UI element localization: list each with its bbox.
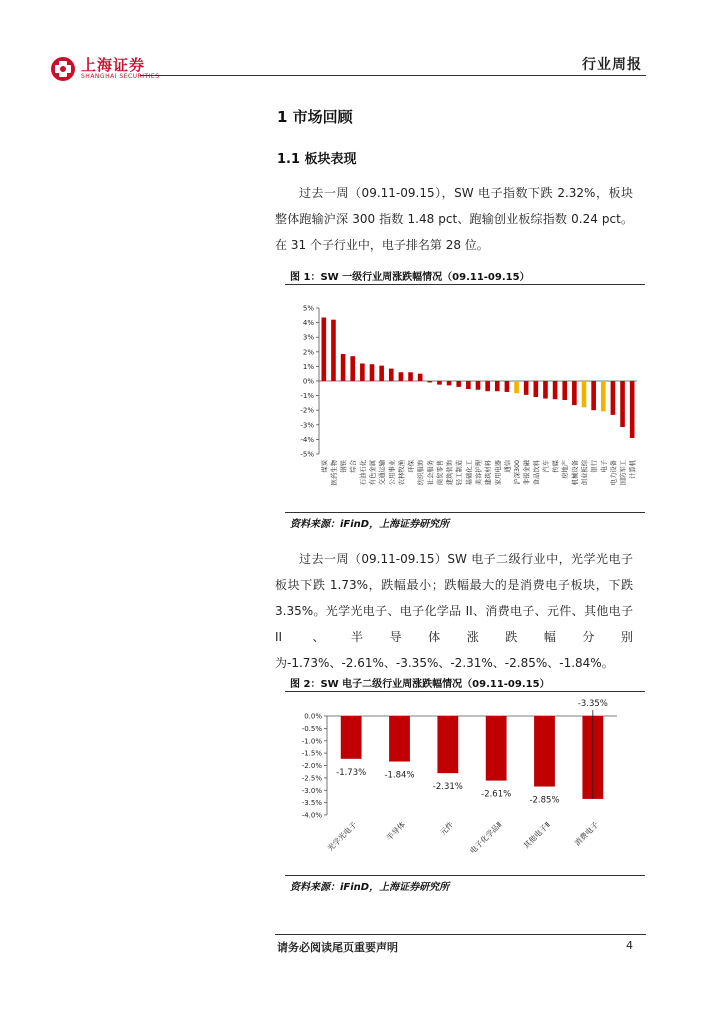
c1-category-label: 钢铁 [340,460,348,473]
c1-bar [456,381,461,387]
figure-2-chart [285,693,645,873]
c1-bar [514,381,519,393]
c1-y-tick-label: -1% [300,392,314,401]
logo-emblem-icon [50,56,76,82]
figure-1-chart [285,296,645,508]
paragraph-2-text: 过去一周（09.11-09.15）SW 电子二级行业中，光学光电子板块下跌 1.73%，跌幅最小；跌幅最大的是消费电子板块，下跌 3.35%。光学光电子、电子化学品 II、消费电子、元件、其他电子 II 、半导体涨跌幅分别为-1.73%、-2.61%、-3.35%、-2.31%、-2.85%、-1.84%。 [275,552,633,670]
c1-category-label: 机械设备 [571,460,579,486]
c1-category-label: 农林牧渔 [398,460,406,486]
c2-category-label: 其他电子Ⅱ [521,820,552,851]
c1-y-tick-label: 1% [302,362,314,371]
report-type: 行业周报 [582,57,642,73]
c1-category-label: 食品饮料 [533,460,541,486]
c1-category-label: 非银金融 [523,460,531,486]
paragraph-1-text: 过去一周（09.11-09.15），SW 电子指数下跌 2.32%，板块整体跑输沪深 300 指数 1.48 pct、跑输创业板综指数 0.24 pct。在 31 个子行业中，电子排名第 28 位。 [275,186,633,252]
c1-y-tick-label: 5% [302,304,314,313]
c2-data-label: -2.61% [481,789,512,800]
figure-1-source: 资料来源：iFinD，上海证券研究所 [290,519,450,530]
c1-category-label: 银行 [591,460,599,473]
header-divider [140,75,646,76]
c1-bar [553,381,558,399]
c1-bar [428,381,433,382]
disclaimer-note: 请务必阅读尾页重要声明 [277,941,398,954]
c1-bar [331,320,336,381]
c1-bar [601,381,606,411]
figure-2-bottom-rule [285,875,645,876]
c2-y-tick-label: -4.0% [301,811,322,820]
c1-category-label: 房地产 [562,460,570,479]
logo-name: 上海证券 [81,56,146,74]
figure-2-title: 图 2：SW 电子二级行业周涨跌幅情况（09.11-09.15） [290,679,550,690]
c1-category-label: 传媒 [552,460,560,473]
c1-bar [620,381,625,427]
c2-y-tick-label: -2.0% [301,762,322,770]
subsection-heading: 1.1 板块表现 [277,152,357,167]
c1-bar [524,381,529,395]
c1-category-label: 医药生物 [330,460,338,486]
c2-y-tick-label: -0.5% [301,724,322,733]
c2-y-tick-label: -3.5% [301,799,322,808]
c2-bar [341,716,362,759]
brand-logo [50,56,160,82]
c1-y-tick-label: 4% [302,319,314,328]
c1-y-tick-label: -2% [300,406,314,415]
c1-category-label: 环保 [408,460,416,473]
c2-y-tick-label: 0.0% [304,712,322,721]
c1-y-tick-label: 0% [302,377,314,386]
c1-category-label: 建筑装饰 [446,460,454,486]
c1-category-label: 煤炭 [321,460,329,473]
c1-bar [322,317,327,381]
c1-y-tick-label: 2% [302,348,314,357]
c2-category-label: 半导体 [384,820,407,843]
c2-y-tick-label: -1.5% [301,749,322,758]
c1-bar [582,381,587,407]
c2-data-label: -1.84% [384,770,415,781]
c1-category-label: 创业板综 [581,460,589,486]
c1-bar [341,354,346,381]
c2-y-tick-label: -1.0% [301,737,322,746]
figure-1-title: 图 1：SW 一级行业周涨跌幅情况（09.11-09.15） [290,272,530,283]
c1-bar [505,381,510,392]
c1-bar [437,381,442,385]
c1-category-label: 轻工制造 [456,460,464,486]
page-number: 4 [626,939,633,952]
c1-y-tick-label: -3% [300,421,314,430]
c1-bar [408,372,413,381]
c1-y-tick-label: 3% [302,333,314,342]
c1-bar [534,381,539,397]
figure-1-top-rule [285,284,645,285]
c2-category-label: 元件 [438,820,456,838]
c2-category-label: 电子化学品Ⅱ [468,820,504,856]
c1-bar [572,381,577,405]
c1-bar [485,381,490,391]
figure-2-top-rule [285,691,645,692]
c2-bar [534,716,555,787]
c1-bar [466,381,471,389]
c1-bar [360,363,365,381]
c1-bar [630,381,635,438]
c1-bar [350,356,355,381]
c1-bar [476,381,481,390]
c1-y-tick-label: -4% [300,435,314,444]
c1-bar [562,381,567,400]
c1-category-label: 纺织服饰 [417,460,425,486]
c1-bar [591,381,596,410]
paragraph-1 [275,180,633,258]
c1-bar [543,381,548,399]
c1-category-label: 基础化工 [465,460,473,486]
c1-category-label: 社会服务 [427,460,435,486]
c1-category-label: 综合 [350,460,358,473]
section-heading: 1 市场回顾 [277,108,353,126]
c1-category-label: 公用事业 [388,460,396,486]
c1-category-label: 交通运输 [379,460,387,486]
c1-bar [447,381,452,385]
c1-category-label: 商贸零售 [436,460,444,486]
paragraph-2 [275,546,633,676]
c1-bar [495,381,500,391]
footer-divider [275,934,646,935]
c1-category-label: 建筑材料 [485,460,493,486]
c1-category-label: 电力设备 [610,460,618,486]
c1-category-label: 计算机 [629,460,637,479]
c1-y-tick-label: -5% [300,450,314,459]
figure-2-source: 资料来源：iFinD，上海证券研究所 [290,882,450,893]
c1-bar [379,366,384,381]
c1-bar [399,372,404,381]
c2-bar [486,716,507,781]
c1-category-label: 电子 [600,460,608,473]
c2-data-label: -3.35% [577,699,608,709]
c2-bar [389,716,410,762]
c1-category-label: 通信 [504,460,512,473]
c1-bar [370,364,375,381]
c1-category-label: 沪深300 [514,460,522,485]
c2-y-tick-label: -3.0% [301,786,322,795]
figure-1-bottom-rule [285,512,645,513]
c2-category-label: 光学光电子 [325,820,359,853]
c1-category-label: 家用电器 [494,460,502,486]
c2-data-label: -1.73% [336,767,367,778]
c1-bar [611,381,616,415]
logo-english-name: SHANGHAI SECURITIES [81,73,160,80]
c1-category-label: 美容护理 [475,460,483,486]
c1-category-label: 国防军工 [620,460,628,486]
c2-data-label: -2.85% [529,795,560,806]
c1-category-label: 汽车 [542,460,550,473]
c1-category-label: 石油石化 [359,460,367,486]
c2-data-label: -2.31% [432,782,463,793]
c2-bar [437,716,458,773]
c2-category-label: 消费电子 [572,820,601,848]
c2-y-tick-label: -2.5% [301,774,322,783]
c1-bar [389,369,394,381]
c1-bar [418,374,423,381]
c1-category-label: 有色金属 [369,460,377,486]
